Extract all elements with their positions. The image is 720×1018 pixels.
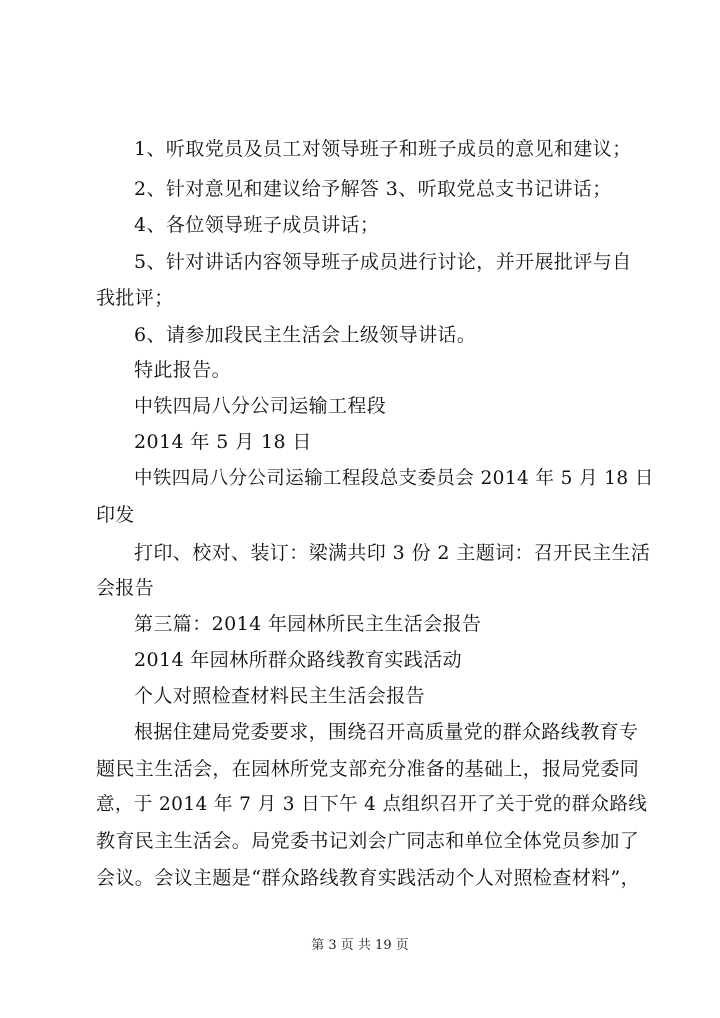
text-line: 意，于 2014 年 7 月 3 日下午 4 点组织召开了关于党的群众路线 bbox=[96, 794, 648, 815]
text-line: 教育民主生活会。局党委书记刘会广同志和单位全体党员参加了 bbox=[96, 830, 640, 852]
text-line: 6、请参加段民主生活会上级领导讲话。 bbox=[134, 324, 477, 346]
text-line: 会议。会议主题是“群众路线教育实践活动个人对照检查材料”， bbox=[96, 867, 641, 889]
text-line: 4、各位领导班子成员讲话； bbox=[134, 214, 380, 236]
text-line: 个人对照检查材料民主生活会报告 bbox=[134, 685, 426, 707]
text-line: 第三篇：2014 年园林所民主生活会报告 bbox=[134, 613, 482, 635]
text-line: 2014 年 5 月 18 日 bbox=[134, 431, 312, 453]
text-line: 5、针对讲话内容领导班子成员进行讨论，并开展批评与自 bbox=[134, 251, 632, 273]
text-line: 会报告 bbox=[96, 577, 155, 599]
text-line: 根据住建局党委要求，围绕召开高质量党的群众路线教育专 bbox=[134, 721, 639, 743]
text-line: 特此报告。 bbox=[134, 359, 232, 381]
text-line: 2014 年园林所群众路线教育实践活动 bbox=[134, 649, 462, 671]
text-line: 中铁四局八分公司运输工程段总支委员会 2014 年 5 月 18 日 bbox=[134, 468, 654, 489]
text-line: 1、听取党员及员工对领导班子和班子成员的意见和建议； bbox=[134, 138, 632, 160]
text-line: 题民主生活会，在园林所党支部充分准备的基础上，报局党委同 bbox=[96, 758, 640, 780]
text-line: 中铁四局八分公司运输工程段 bbox=[134, 395, 387, 417]
text-line: 我批评； bbox=[96, 287, 174, 309]
page-number-footer: 第 3 页 共 19 页 bbox=[311, 938, 409, 953]
text-line: 2、针对意见和建议给予解答 3、听取党总支书记讲话； bbox=[134, 178, 612, 200]
text-line: 印发 bbox=[96, 504, 135, 526]
text-line: 打印、校对、装订：梁满共印 3 份 2 主题词：召开民主生活 bbox=[134, 542, 651, 564]
